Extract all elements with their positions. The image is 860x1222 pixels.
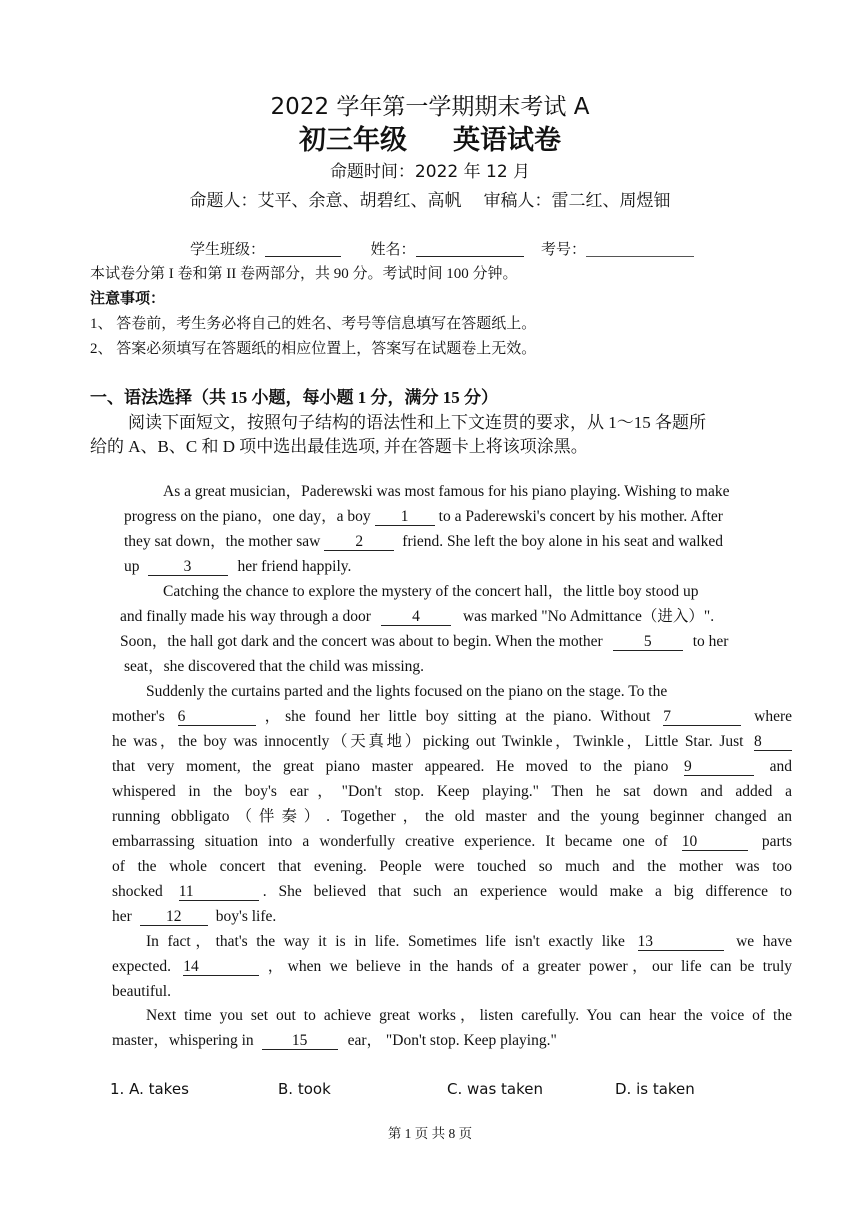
passage-text: they sat down，the mother saw bbox=[124, 533, 321, 550]
passage-line bbox=[112, 830, 792, 855]
blank-4: 4 bbox=[381, 608, 451, 626]
instruction-line-2: 给的 A、B、C 和 D 项中选出最佳选项, 并在答题卡上将该项涂黑。 bbox=[90, 437, 588, 456]
reviewers-label: 审稿人：雷二红、周煜钿 bbox=[483, 191, 671, 211]
blank-2: 2 bbox=[324, 533, 394, 551]
passage-line bbox=[146, 930, 792, 955]
passage-line bbox=[112, 705, 792, 730]
blank-11: 11 bbox=[179, 883, 259, 901]
passage-text: to her bbox=[692, 633, 729, 650]
passage-line: running obbligato（伴奏）. Together，the old master and the young beginner changed an bbox=[112, 808, 792, 825]
passage-line: Next time you set out to achieve great works，listen carefully. You can hear the voice of the bbox=[146, 1007, 792, 1024]
class-label: 学生班级： bbox=[190, 242, 266, 258]
passage-text: friend. She left the boy alone in his seat and walked bbox=[402, 533, 723, 550]
passage-text: progress on the piano，one day，a boy bbox=[124, 508, 371, 525]
passage-line bbox=[112, 755, 792, 780]
page-number: 第 1 页 共 8 页 bbox=[387, 1126, 473, 1141]
passage-text: ，she found her little boy sitting at the piano. Without bbox=[259, 708, 651, 725]
subject-label: 英语试卷 bbox=[453, 125, 561, 156]
blank-13: 13 bbox=[638, 933, 724, 951]
passage-line bbox=[120, 605, 714, 630]
passage-text: up bbox=[124, 558, 140, 575]
exam-time: 命题时间：2022 年 12 月 bbox=[329, 162, 531, 182]
passage-text: master，whispering in bbox=[112, 1032, 254, 1049]
authors-label: 命题人：艾平、余意、胡碧红、高帆 bbox=[189, 191, 462, 211]
passage-text: and finally made his way through a door bbox=[120, 608, 371, 625]
exam-composition: 本试卷分第 I 卷和第 II 卷两部分，共 90 分。考试时间 100 分钟。 bbox=[90, 266, 518, 282]
blank-6: 6 bbox=[178, 708, 256, 726]
passage-text: where bbox=[754, 708, 793, 725]
passage-text: shocked bbox=[112, 883, 163, 900]
passage-text: In fact，that's the way it is in life. Sometimes life isn't exactly like bbox=[146, 933, 625, 950]
passage-line bbox=[120, 630, 728, 655]
name-field[interactable] bbox=[416, 240, 524, 257]
exam-subtitle bbox=[0, 123, 860, 159]
passage-line: beautiful. bbox=[112, 983, 171, 1000]
option-a[interactable]: 1. A. takes bbox=[110, 1080, 189, 1098]
blank-3: 3 bbox=[148, 558, 228, 576]
passage-text: her bbox=[112, 908, 132, 925]
note-1: 1、 答卷前，考生务必将自己的姓名、考号等信息填写在答题纸上。 bbox=[90, 316, 537, 332]
passage-line: As a great musician，Paderewski was most famous for his piano playing. Wishing to make bbox=[163, 483, 730, 500]
notes-title: 注意事项： bbox=[90, 291, 166, 307]
blank-14: 14 bbox=[183, 958, 259, 976]
note-2: 2、 答案必须填写在答题纸的相应位置上，答案写在试题卷上无效。 bbox=[90, 341, 537, 357]
passage-text: and bbox=[769, 758, 793, 775]
passage-text: boy's life. bbox=[215, 908, 277, 925]
option-c[interactable]: C. was taken bbox=[447, 1080, 544, 1098]
passage-text: ear， "Don't stop. Keep playing." bbox=[347, 1032, 557, 1049]
blank-9: 9 bbox=[684, 758, 754, 776]
passage-line bbox=[112, 880, 792, 905]
passage-line: Suddenly the curtains parted and the lights focused on the piano on the stage. To the bbox=[146, 683, 668, 700]
passage-text: mother's bbox=[112, 708, 165, 725]
class-field[interactable] bbox=[265, 240, 341, 257]
passage-text: was marked "No Admittance（进入）". bbox=[462, 608, 715, 625]
passage-line bbox=[112, 905, 276, 930]
option-d[interactable]: D. is taken bbox=[615, 1080, 695, 1098]
blank-8: 8 bbox=[754, 733, 792, 751]
passage-text: that very moment, the great piano master appeared. He moved to the piano bbox=[112, 758, 669, 775]
passage-text: we have bbox=[736, 933, 793, 950]
blank-7: 7 bbox=[663, 708, 741, 726]
grade-label: 初三年级 bbox=[299, 125, 407, 156]
passage-line bbox=[112, 1029, 557, 1054]
id-label: 考号： bbox=[541, 242, 587, 258]
passage-text: . She believed that such an experience would make a big difference to bbox=[262, 883, 792, 900]
option-b[interactable]: B. took bbox=[278, 1080, 331, 1098]
passage-text: Soon，the hall got dark and the concert was about to begin. When the mother bbox=[120, 633, 603, 650]
name-label: 姓名： bbox=[370, 242, 416, 258]
passage-line: of the whole concert that evening. People were touched so much and the mother was too bbox=[112, 858, 792, 875]
passage-line bbox=[124, 555, 351, 580]
passage-text: parts bbox=[761, 833, 793, 850]
blank-5: 5 bbox=[613, 633, 683, 651]
passage-line bbox=[124, 530, 723, 555]
passage-text: to a Paderewski's concert by his mother. After bbox=[438, 508, 723, 525]
blank-10: 10 bbox=[682, 833, 748, 851]
exam-authors bbox=[0, 189, 860, 213]
passage-line bbox=[112, 730, 792, 755]
passage-text: expected. bbox=[112, 958, 171, 975]
blank-15: 15 bbox=[262, 1032, 338, 1050]
blank-12: 12 bbox=[140, 908, 208, 926]
passage-line: whispered in the boy's ear，"Don't stop. Keep playing." Then he sat down and added a bbox=[112, 783, 792, 800]
exam-title: 2022 学年第一学期期末考试 A bbox=[270, 94, 590, 120]
passage-line bbox=[124, 505, 723, 530]
passage-line bbox=[112, 955, 792, 980]
passage-text: embarrassing situation into a wonderfully creative experience. It became one of bbox=[112, 833, 668, 850]
blank-1: 1 bbox=[375, 508, 435, 526]
student-info-line bbox=[190, 239, 694, 261]
instruction-line-1: 阅读下面短文，按照句子结构的语法性和上下文连贯的要求，从 1～15 各题所 bbox=[128, 413, 706, 432]
passage-text: her friend happily. bbox=[237, 558, 352, 575]
passage-text: he was，the boy was innocently（天真地）picking out Twinkle，Twinkle，Little Star. Just bbox=[112, 733, 744, 750]
id-field[interactable] bbox=[586, 240, 694, 257]
passage-line: seat，she discovered that the child was missing. bbox=[124, 658, 425, 675]
passage-text: ，when we believe in the hands of a greater power，our life can be truly bbox=[263, 958, 793, 975]
passage-line: Catching the chance to explore the mystery of the concert hall，the little boy stood up bbox=[163, 583, 699, 600]
section-title: 一、语法选择（共 15 小题，每小题 1 分，满分 15 分） bbox=[90, 388, 498, 407]
